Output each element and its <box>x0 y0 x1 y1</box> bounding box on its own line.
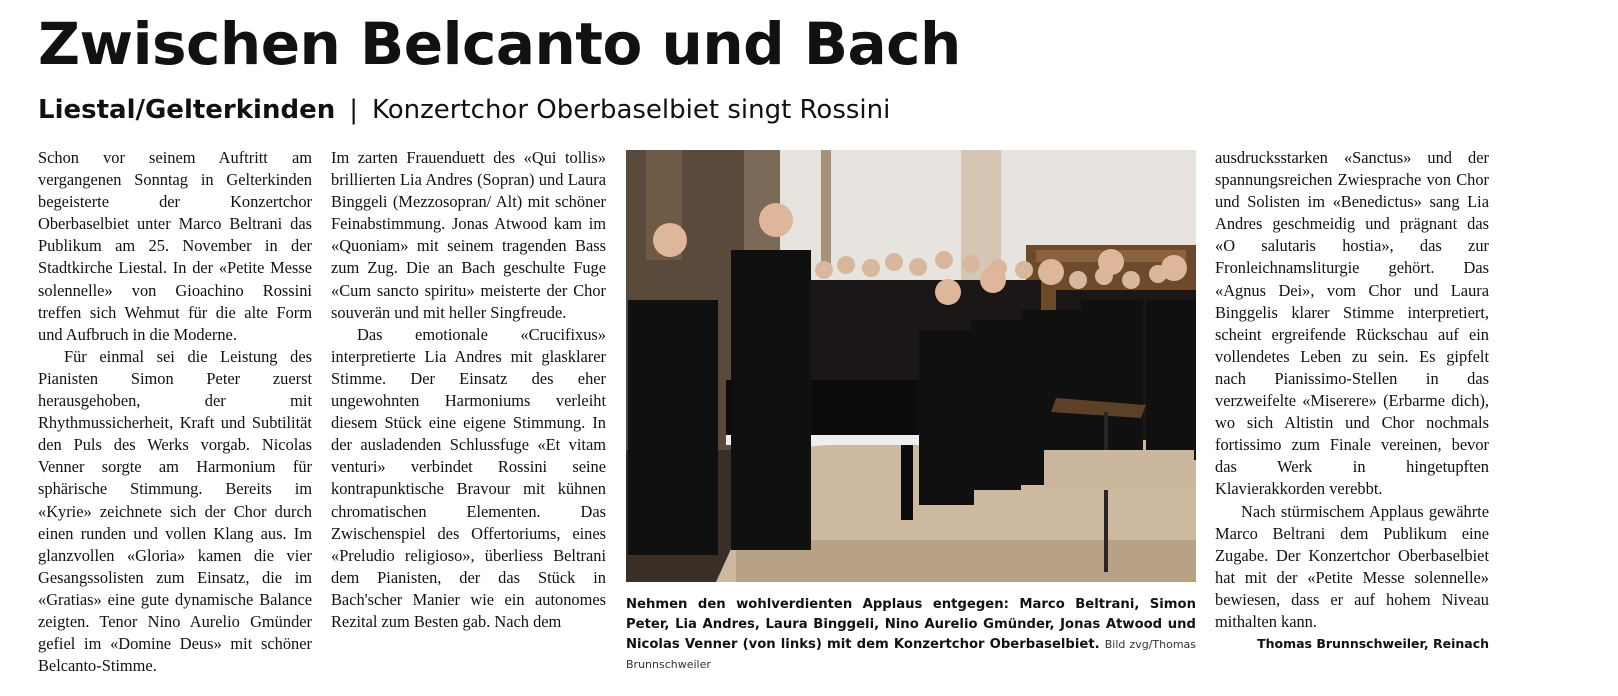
subline-separator: | <box>349 95 358 125</box>
paragraph: Das emotionale «Crucifixus» interpretierte Lia Andres mit glasklarer Stimme. Der Einsatz des eher ungewohnten Harmoniums verleiht diesem Stück eine eigene Stimmung. In der ausladenden Schlussfuge «Et vitam venturi» verbindet Rossini seine kontrapunktische Bravour mit kühnen chromatischen Elementen. Das Zwischenspiel des Offertoriums, eines «Preludio religioso», überliess Beltrani dem Pianisten, der das Stück in Bach'scher Manier wie ein autonomes Rezital zum Besten gab. Nach dem <box>331 324 606 631</box>
article-column-2 <box>331 147 606 633</box>
article-author: Thomas Brunnschweiler, Reinach <box>1257 636 1489 651</box>
concert-photo-illustration <box>626 150 1196 582</box>
paragraph: ausdrucksstarken «Sanctus» und der spannungsreichen Zwiesprache von Chor und Solisten im «Benedictus» sang Lia Andres geschmeidig und prägnant das «O salutaris hostia», das zur Fronleichnamsliturgie gehört. Das «Agnus Dei», vom Chor und Laura Binggelis klarer Stimme interpretiert, scheint ergreifende Rückschau auf ein vollendetes Leben zu sein. Es gipfelt nach Pianissimo-Stellen in das verzweifelte «Miserere» (Erbarme dich), wo sich Altistin und Chor nochmals fortissimo zum Finale vereinen, bevor das Werk in hingetupften Klavierakkorden verebbt. <box>1215 148 1489 499</box>
article-column-1 <box>38 147 312 677</box>
subline-text: Konzertchor Oberbaselbiet singt Rossini <box>371 95 891 125</box>
concert-photo <box>626 150 1196 582</box>
article-headline: Zwischen Belcanto und Bach <box>38 10 961 78</box>
article-column-3 <box>1215 147 1489 633</box>
photo-caption <box>626 595 1196 675</box>
paragraph: Nach stürmischem Applaus gewährte Marco Beltrani dem Publikum eine Zugabe. Der Konzertchor Oberbaselbiet hat mit der «Petite Messe solennelle» bewiesen, dass er auf hohem Niveau mithalten kann. <box>1215 501 1489 631</box>
subline-place: Liestal/Gelterkinden <box>38 95 336 125</box>
paragraph: Im zarten Frauenduett des «Qui tollis» brillierten Lia Andres (Sopran) und Laura Binggeli (Mezzosopran/ Alt) mit schöner Feinabstimmung. Jonas Atwood kam im «Quoniam» mit seinem tragenden Bass zum Zug. Die an Bach geschulte Fuge «Cum sancto spiritu» meisterte der Chor souverän und mit heller Singfreude. <box>331 148 606 322</box>
paragraph: Schon vor seinem Auftritt am vergangenen Sonntag in Gelterkinden begeisterte der Konzertchor Oberbaselbiet unter Marco Beltrani das Publikum am 25. November in der Stadtkirche Liestal. In der «Petite Messe solennelle» von Gioachino Rossini treffen sich Wehmut für die alte Form und Aufbruch in die Moderne. <box>38 148 312 344</box>
article-subline <box>38 90 890 130</box>
caption-text: Nehmen den wohlverdienten Applaus entgegen: Marco Beltrani, Simon Peter, Lia Andres, Laura Binggeli, Nino Aurelio Gmünder, Jonas Atwood und Nicolas Venner (von links) mit dem Konzertchor Oberbaselbiet. <box>626 597 1196 652</box>
photo-credit: Bild zvg/Thomas Brunnschweiler <box>626 638 1197 671</box>
paragraph: Für einmal sei die Leistung des Pianisten Simon Peter zuerst herausgehoben, der mit Rhythmussicherheit, Kraft und Subtilität den Puls des Werks vorgab. Nicolas Venner sorgte am Harmonium für sphärische Stimmung. Bereits im «Kyrie» zeichnete sich der Chor durch einen runden und vollen Klang aus. Im glanzvollen «Gloria» kamen die vier Gesangssolisten zum Einsatz, die im «Gratias» eine gute dynamische Balance zeigten. Tenor Nino Aurelio Gmünder gefiel im «Domine Deus» mit schöner Belcanto-Stimme. <box>38 346 312 676</box>
